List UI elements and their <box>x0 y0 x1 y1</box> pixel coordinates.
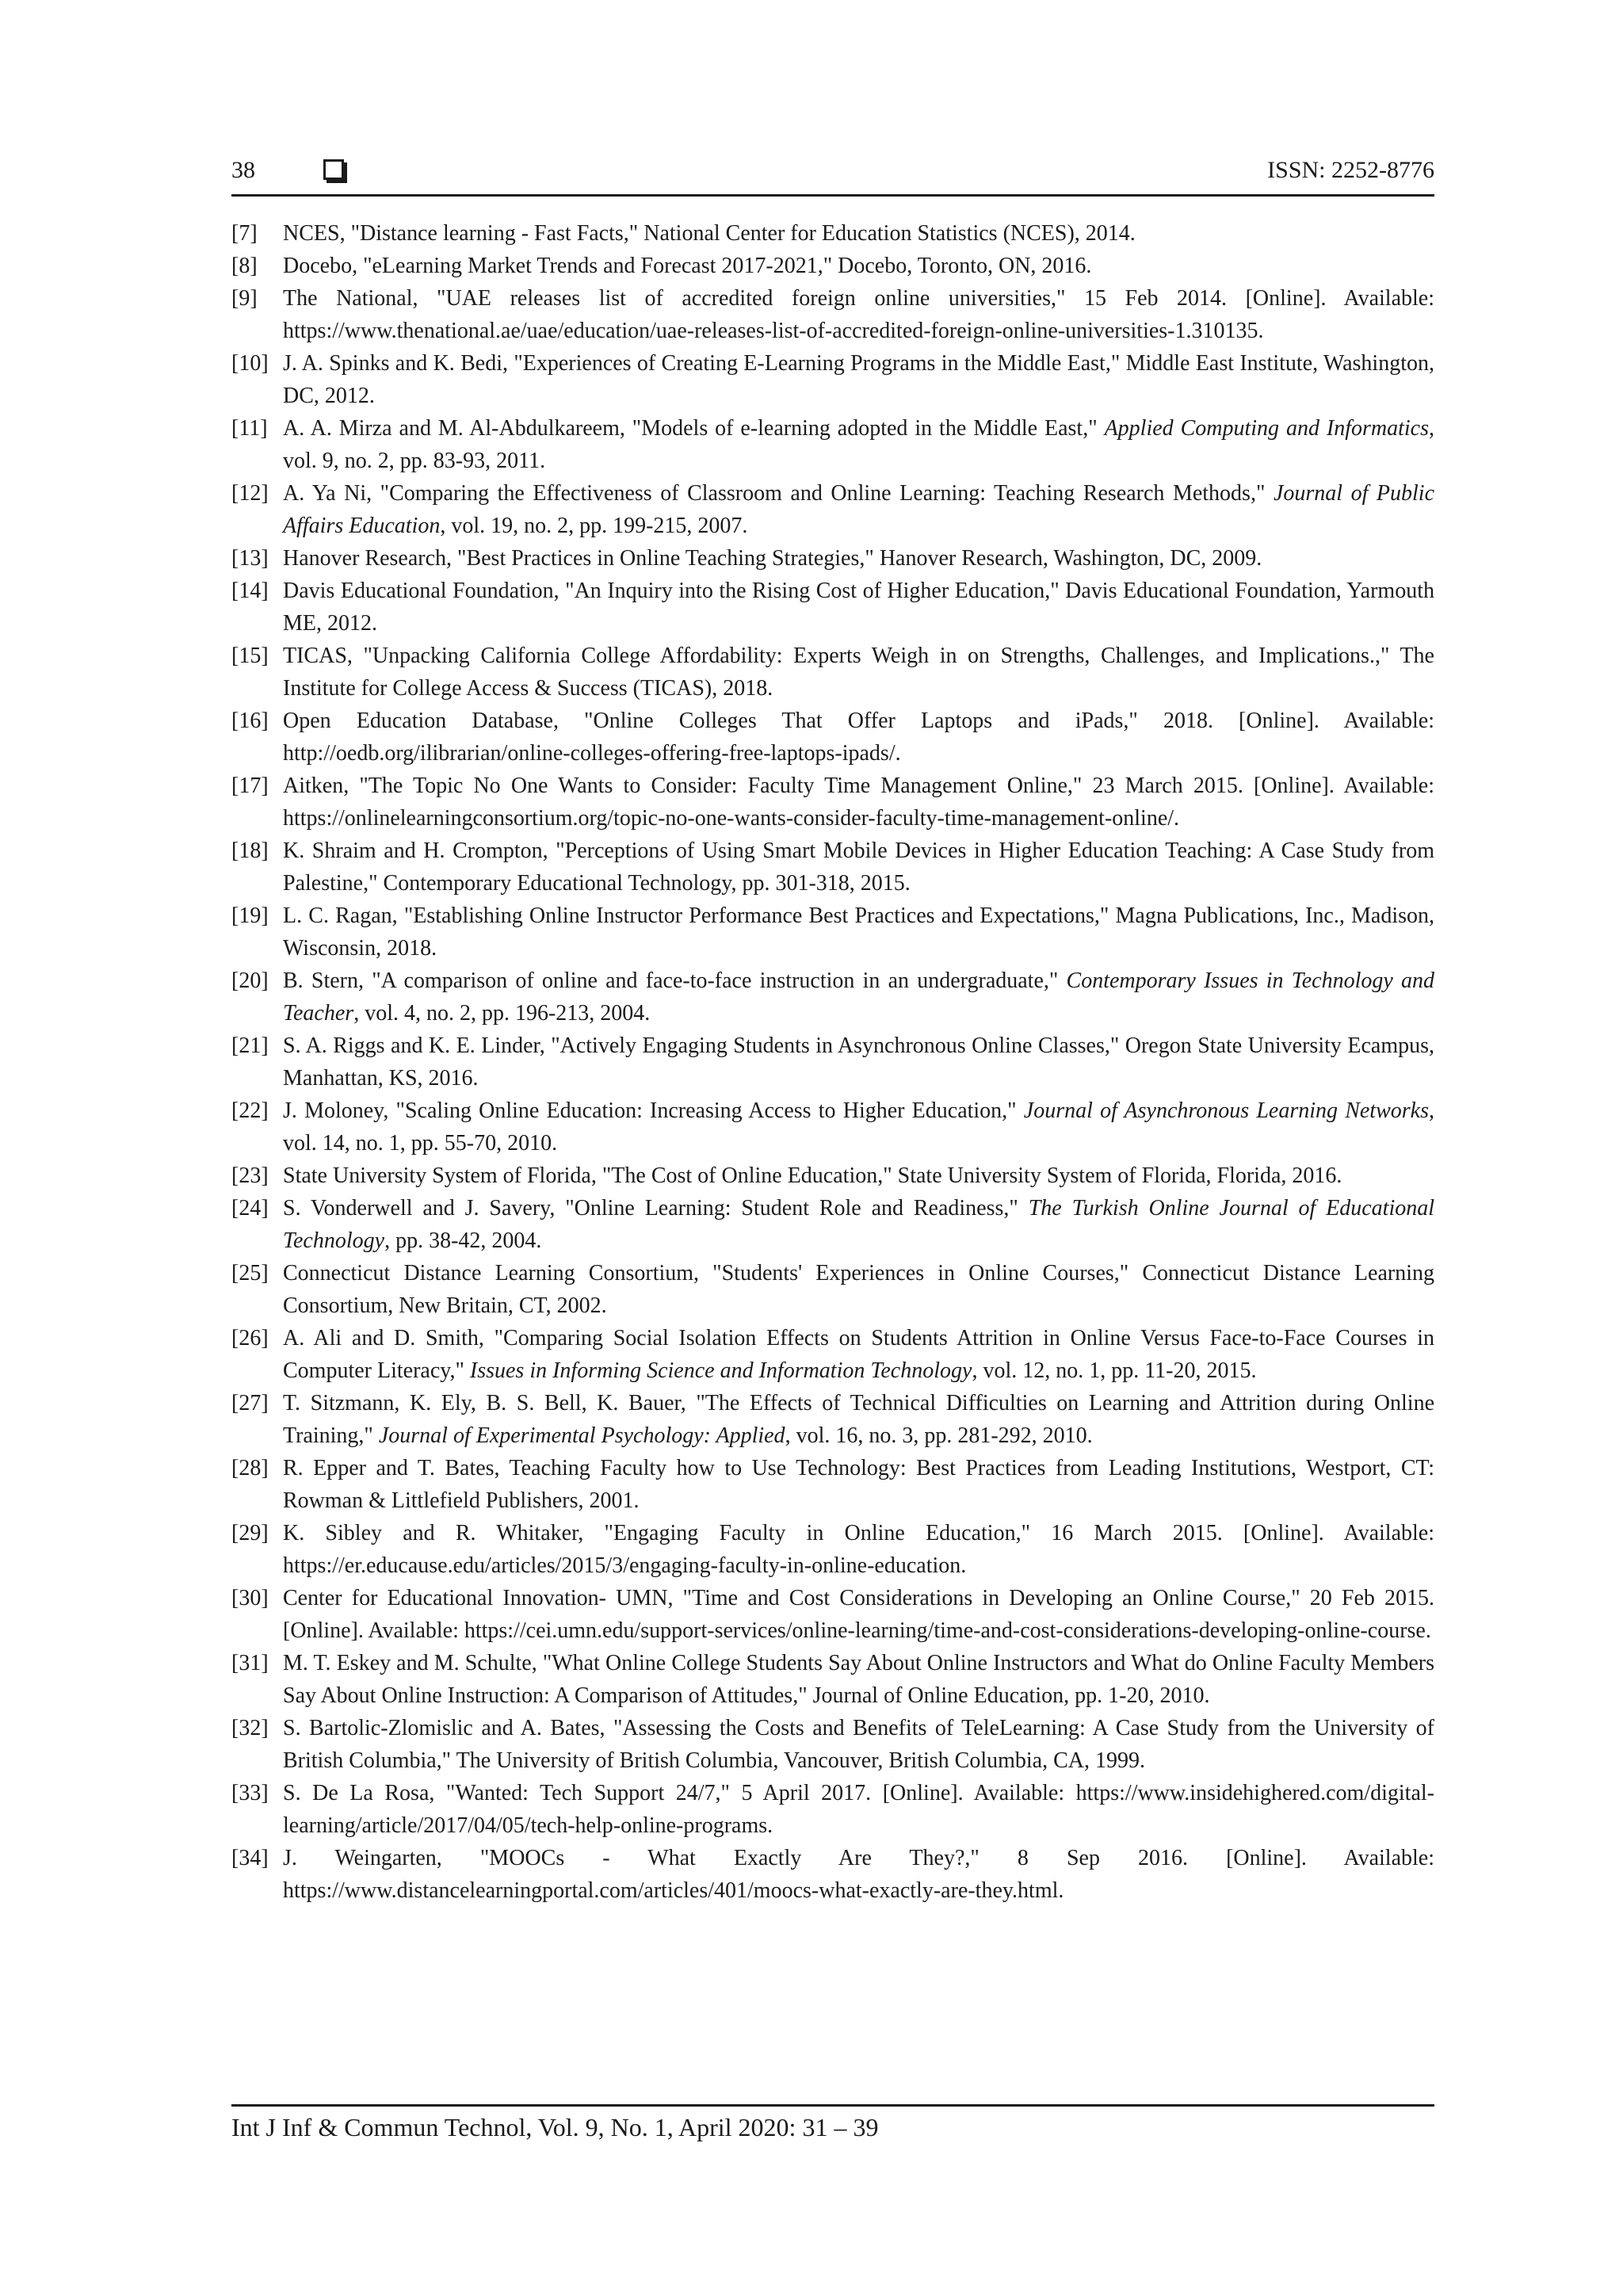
reference-number: [34] <box>231 1846 269 1870</box>
reference-number: [22] <box>231 1098 269 1123</box>
reference-list <box>231 217 1434 1907</box>
reference-text-segment: A. Ya Ni, "Comparing the Effectiveness of Classroom and Online Learning: Teaching Research Methods," <box>283 481 1274 506</box>
reference-number: [31] <box>231 1651 269 1675</box>
reference-text-segment: S. Bartolic-Zlomislic and A. Bates, "Assessing the Costs and Benefits of TeleLearning: A Case Study from the University of British Columbia," The University of British Columbia, Vancouver, British Columbia, CA, 1999. <box>283 1716 1434 1773</box>
reference-text-segment: S. De La Rosa, "Wanted: Tech Support 24/7," 5 April 2017. [Online]. Available: https://www.insidehighered.com/digital-learning/article/2017/04/05/tech-help-online-programs. <box>283 1781 1434 1838</box>
reference-number: [28] <box>231 1456 269 1480</box>
reference-text-segment: Docebo, "eLearning Market Trends and Forecast 2017-2021," Docebo, Toronto, ON, 2016. <box>283 254 1092 278</box>
reference-text-segment: J. Moloney, "Scaling Online Education: Increasing Access to Higher Education," <box>283 1098 1024 1123</box>
reference-text-segment: T. Sitzmann, K. Ely, B. S. Bell, K. Bauer, "The Effects of Technical Difficulties on Learning and Attrition during Online Training," <box>283 1391 1434 1448</box>
reference-text <box>283 1033 1434 1091</box>
reference-number: [30] <box>231 1586 269 1610</box>
reference-text <box>283 1196 1434 1253</box>
reference-source-title: The Turkish Online Journal of Educational Technology <box>283 1196 1435 1253</box>
reference-number: [27] <box>231 1391 269 1415</box>
reference-number: [25] <box>231 1261 269 1286</box>
reference-item <box>231 1257 1434 1322</box>
reference-text <box>283 351 1434 408</box>
reference-number: [7] <box>231 221 258 246</box>
reference-text-segment: NCES, "Distance learning - Fast Facts," National Center for Education Statistics (NCES), 2014. <box>283 221 1136 246</box>
reference-item <box>231 347 1434 412</box>
reference-item <box>231 1777 1434 1842</box>
reference-text-segment: B. Stern, "A comparison of online and face-to-face instruction in an undergraduate," <box>283 968 1067 993</box>
reference-item <box>231 1387 1434 1452</box>
reference-text-segment: Aitken, "The Topic No One Wants to Consider: Faculty Time Management Online," 23 March 2015. [Online]. Available: https://onlinelearningconsortium.org/topic-no-one-wants-consider-faculty-time-management-online/. <box>283 774 1434 831</box>
reference-item <box>231 835 1434 900</box>
reference-text <box>283 968 1434 1026</box>
reference-text-segment: Connecticut Distance Learning Consortium, "Students' Experiences in Online Courses," Connecticut Distance Learning Consortium, New Britain, CT, 2002. <box>283 1261 1434 1318</box>
reference-text <box>283 416 1434 473</box>
reference-number: [17] <box>231 774 269 798</box>
page-footer <box>231 2104 1434 2141</box>
reference-text-segment: L. C. Ragan, "Establishing Online Instructor Performance Best Practices and Expectations," Magna Publications, Inc., Madison, Wisconsin, 2018. <box>283 904 1434 961</box>
reference-number: [26] <box>231 1326 269 1350</box>
reference-item <box>231 965 1434 1030</box>
reference-text-segment: S. A. Riggs and K. E. Linder, "Actively Engaging Students in Asynchronous Online Classes," Oregon State University Ecampus, Manhattan, KS, 2016. <box>283 1033 1434 1091</box>
reference-number: [32] <box>231 1716 269 1740</box>
reference-source-title: Issues in Informing Science and Information Technology <box>469 1358 972 1383</box>
reference-text <box>283 644 1434 701</box>
reference-item <box>231 1030 1434 1095</box>
reference-text-segment: Center for Educational Innovation- UMN, "Time and Cost Considerations in Developing an Online Course," 20 Feb 2015. [Online]. Available: https://cei.umn.edu/support-services/online-learning/time-and-cost-considerations-developing-online-course. <box>283 1586 1434 1643</box>
reference-item <box>231 575 1434 640</box>
reference-number: [14] <box>231 579 269 603</box>
reference-number: [9] <box>231 286 258 311</box>
reference-item <box>231 1712 1434 1777</box>
reference-text <box>283 254 1091 278</box>
reference-item <box>231 1452 1434 1517</box>
square-box-icon <box>323 159 344 180</box>
reference-item <box>231 1647 1434 1712</box>
reference-text-segment: M. T. Eskey and M. Schulte, "What Online College Students Say About Online Instructors and What do Online Faculty Members Say About Online Instruction: A Comparison of Attitudes," Journal of Online Education, pp. 1-20, 2010. <box>283 1651 1434 1708</box>
reference-text <box>283 1521 1434 1578</box>
reference-item <box>231 1582 1434 1647</box>
reference-item <box>231 542 1434 575</box>
reference-item <box>231 1095 1434 1159</box>
reference-source-title: Journal of Experimental Psychology: Applied <box>378 1423 785 1448</box>
reference-text <box>283 709 1434 766</box>
reference-text-segment: The National, "UAE releases list of accredited foreign online universities," 15 Feb 2014. [Online]. Available: https://www.thenational.ae/uae/education/uae-releases-list-of-accredited-foreign-online-universities-1.310135. <box>283 286 1434 343</box>
reference-text <box>283 1456 1434 1513</box>
reference-text-segment: , vol. 14, no. 1, pp. 55-70, 2010. <box>283 1098 1434 1156</box>
issn-label: ISSN: 2252-8776 <box>1267 157 1434 183</box>
reference-item <box>231 217 1434 250</box>
reference-text-segment: A. Ali and D. Smith, "Comparing Social Isolation Effects on Students Attrition in Online Versus Face-to-Face Courses in Computer Literacy," <box>283 1326 1434 1383</box>
reference-item <box>231 250 1434 282</box>
reference-number: [19] <box>231 904 269 928</box>
reference-text-segment: R. Epper and T. Bates, Teaching Faculty how to Use Technology: Best Practices from Leading Institutions, Westport, CT: Rowman & Littlefield Publishers, 2001. <box>283 1456 1434 1513</box>
reference-item <box>231 705 1434 770</box>
reference-text <box>283 286 1434 343</box>
reference-text <box>283 1651 1434 1708</box>
page-header <box>231 155 1434 197</box>
reference-text-segment: , vol. 19, no. 2, pp. 199-215, 2007. <box>440 514 748 538</box>
reference-number: [12] <box>231 481 269 506</box>
reference-text <box>283 1391 1434 1448</box>
reference-number: [20] <box>231 968 269 993</box>
reference-item <box>231 1192 1434 1257</box>
reference-text <box>283 839 1434 896</box>
reference-number: [23] <box>231 1163 269 1188</box>
reference-text <box>283 904 1434 961</box>
reference-text-segment: J. A. Spinks and K. Bedi, "Experiences of Creating E-Learning Programs in the Middle East," Middle East Institute, Washington, DC, 2012. <box>283 351 1434 408</box>
reference-number: [16] <box>231 709 269 733</box>
reference-text <box>283 1163 1342 1188</box>
reference-text-segment: , vol. 16, no. 3, pp. 281-292, 2010. <box>785 1423 1093 1448</box>
reference-text <box>283 1716 1434 1773</box>
reference-item <box>231 1159 1434 1192</box>
reference-text <box>283 1586 1434 1643</box>
reference-number: [10] <box>231 351 269 376</box>
reference-source-title: Contemporary Issues in Technology and Teacher <box>283 968 1435 1026</box>
reference-text-segment: J. Weingarten, "MOOCs - What Exactly Are They?," 8 Sep 2016. [Online]. Available: https://www.distancelearningportal.com/articles/401/moocs-what-exactly-are-they.html. <box>283 1846 1434 1903</box>
reference-text <box>283 1326 1434 1383</box>
reference-text-segment: Open Education Database, "Online Colleges That Offer Laptops and iPads," 2018. [Online]. Available: http://oedb.org/ilibrarian/online-colleges-offering-free-laptops-ipads/. <box>283 709 1434 766</box>
reference-source-title: Journal of Asynchronous Learning Networks <box>1023 1098 1429 1123</box>
reference-number: [8] <box>231 254 258 278</box>
reference-item <box>231 770 1434 835</box>
reference-item <box>231 640 1434 705</box>
reference-text <box>283 774 1434 831</box>
reference-number: [18] <box>231 839 269 863</box>
reference-text <box>283 1098 1434 1156</box>
reference-text-segment: K. Shraim and H. Crompton, "Perceptions of Using Smart Mobile Devices in Higher Education Teaching: A Case Study from Palestine," Contemporary Educational Technology, pp. 301-318, 2015. <box>283 839 1434 896</box>
reference-text <box>283 221 1136 246</box>
reference-number: [24] <box>231 1196 269 1221</box>
reference-text-segment: A. A. Mirza and M. Al-Abdulkareem, "Models of e-learning adopted in the Middle East," <box>283 416 1105 441</box>
reference-number: [29] <box>231 1521 269 1545</box>
reference-number: [13] <box>231 546 269 571</box>
reference-item <box>231 477 1434 542</box>
reference-item <box>231 1322 1434 1387</box>
reference-text-segment: TICAS, "Unpacking California College Affordability: Experts Weigh in on Strengths, Challenges, and Implications.," The Institute for College Access & Success (TICAS), 2018. <box>283 644 1434 701</box>
reference-item <box>231 900 1434 965</box>
reference-item <box>231 412 1434 477</box>
reference-text-segment: , vol. 12, no. 1, pp. 11-20, 2015. <box>972 1358 1257 1383</box>
reference-text-segment: State University System of Florida, "The Cost of Online Education," State University System of Florida, Florida, 2016. <box>283 1163 1342 1188</box>
reference-text <box>283 1846 1434 1903</box>
reference-number: [11] <box>231 416 268 441</box>
reference-text <box>283 579 1434 636</box>
reference-text-segment: , pp. 38-42, 2004. <box>384 1228 542 1253</box>
reference-number: [33] <box>231 1781 269 1805</box>
reference-text <box>283 1261 1434 1318</box>
reference-item <box>231 282 1434 347</box>
reference-text-segment: Hanover Research, "Best Practices in Online Teaching Strategies," Hanover Research, Washington, DC, 2009. <box>283 546 1262 571</box>
reference-text <box>283 1781 1434 1838</box>
reference-source-title: Journal of Public Affairs Education <box>283 481 1435 538</box>
reference-text-segment: , vol. 9, no. 2, pp. 83-93, 2011. <box>283 416 1434 473</box>
reference-text-segment: K. Sibley and R. Whitaker, "Engaging Faculty in Online Education," 16 March 2015. [Online]. Available: https://er.educause.edu/articles/2015/3/engaging-faculty-in-online-education. <box>283 1521 1434 1578</box>
reference-text <box>283 481 1434 538</box>
page-number: 38 <box>231 157 255 183</box>
reference-item <box>231 1517 1434 1582</box>
reference-text-segment: Davis Educational Foundation, "An Inquiry into the Rising Cost of Higher Education," Davis Educational Foundation, Yarmouth ME, 2012. <box>283 579 1434 636</box>
reference-number: [21] <box>231 1033 269 1058</box>
reference-text <box>283 546 1262 571</box>
reference-source-title: Applied Computing and Informatics <box>1104 416 1429 441</box>
reference-text-segment: S. Vonderwell and J. Savery, "Online Learning: Student Role and Readiness," <box>283 1196 1029 1221</box>
reference-number: [15] <box>231 644 269 668</box>
reference-text-segment: , vol. 4, no. 2, pp. 196-213, 2004. <box>353 1001 651 1026</box>
reference-item <box>231 1842 1434 1907</box>
journal-citation: Int J Inf & Commun Technol, Vol. 9, No. 1, April 2020: 31 – 39 <box>231 2113 879 2141</box>
